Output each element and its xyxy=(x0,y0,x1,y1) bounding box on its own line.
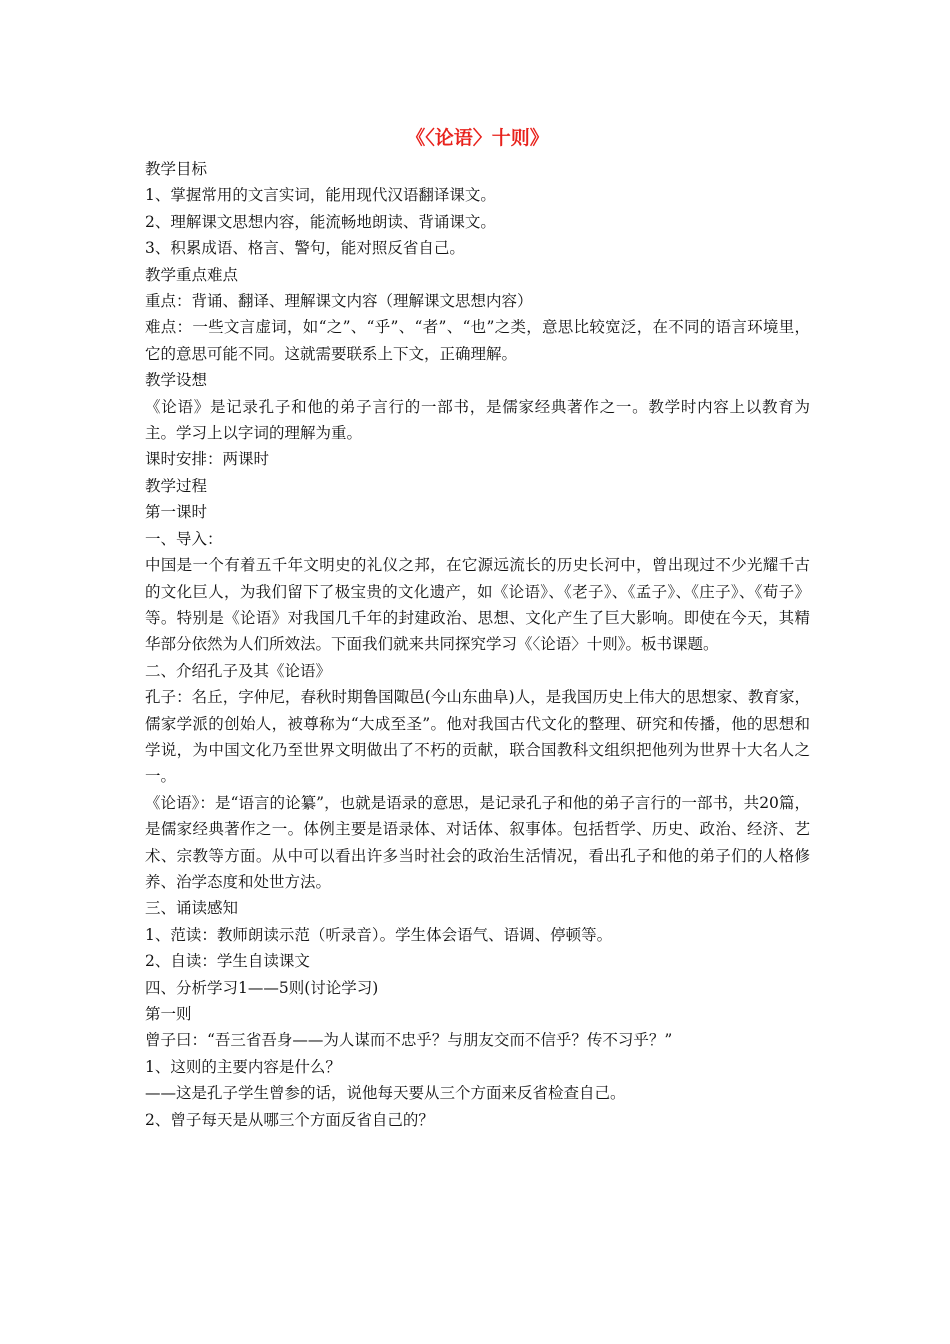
difficulties-paragraph: 难点：一些文言虚词，如“之”、“乎”、“者”、“也”之类，意思比较宽泛，在不同的语言环境里，它的意思可能不同。这就需要联系上下文，正确理解。 xyxy=(145,318,810,363)
introduction-paragraph: 中国是一个有着五千年文明史的礼仪之邦，在它源远流长的历史长河中，曾出现过不少光耀千古的文化巨人，为我们留下了极宝贵的文化遗产，如《论语》、《老子》、《孟子》、《庄子》、《荀子》等。特别是《论语》对我国几千年的封建政治、思想、文化产生了巨大影响。即使在今天，其精华部分依然为人们所效法。下面我们就来共同探究学习《〈论语〉十则》。板书课题。 xyxy=(145,556,810,654)
heading-first-lesson: 第一课时 xyxy=(145,503,208,522)
section-reading: 三、诵读感知 xyxy=(145,899,239,918)
zengzi-quote: 曾子曰：“吾三省吾身——为人谋而不忠乎？与朋友交而不信乎？传不习乎？” xyxy=(145,1031,673,1050)
class-hours-line: 课时安排：两课时 xyxy=(145,450,270,469)
heading-teaching-process: 教学过程 xyxy=(145,476,208,495)
confucius-paragraph: 孔子：名丘，字仲尼，春秋时期鲁国陬邑(今山东曲阜)人，是我国历史上伟大的思想家、教育家，儒家学派的创始人，被尊称为“大成至圣”。他对我国古代文化的整理、研究和传播，他的思想和学说，为中国文化乃至世界文明做出了不朽的贡献，联合国教科文组织把他列为世界十大名人之一。 xyxy=(145,688,810,786)
analects-paragraph: 《论语》：是“语言的论纂”，也就是语录的意思，是记录孔子和他的弟子言行的一部书，共20篇，是儒家经典著作之一。体例主要是语录体、对话体、叙事体。包括哲学、历史、政治、经济、艺术、宗教等方面。从中可以看出许多当时社会的政治生活情况，看出孔子和他的弟子们的人格修养、治学态度和处世方法。 xyxy=(145,793,810,891)
reading-item-2: 2、自读：学生自读课文 xyxy=(145,952,310,971)
answer-1: ——这是孔子学生曾参的话，说他每天要从三个方面来反省检查自己。 xyxy=(145,1084,626,1103)
question-2: 2、曾子每天是从哪三个方面反省自己的？ xyxy=(145,1110,434,1129)
goal-item-2: 2、理解课文思想内容，能流畅地朗读、背诵课文。 xyxy=(145,212,496,231)
heading-key-difficulties: 教学重点难点 xyxy=(145,265,239,284)
reading-item-1: 1、范读：教师朗读示范（听录音）。学生体会语气、语调、停顿等。 xyxy=(145,925,613,944)
question-1: 1、这则的主要内容是什么？ xyxy=(145,1057,341,1076)
section-analysis: 四、分析学习1——5则(讨论学习) xyxy=(145,978,379,997)
section-introduction: 一、导入： xyxy=(145,529,223,548)
heading-first-rule: 第一则 xyxy=(145,1005,192,1023)
document-page xyxy=(145,126,810,1133)
goal-item-1: 1、掌握常用的文言实词，能用现代汉语翻译课文。 xyxy=(145,186,496,205)
document-title: 《〈论语〉十则》 xyxy=(406,127,549,149)
section-confucius: 二、介绍孔子及其《论语》 xyxy=(145,661,332,680)
key-points-line: 重点：背诵、翻译、理解课文内容（理解课文思想内容） xyxy=(145,292,533,311)
teaching-ideas-paragraph: 《论语》是记录孔子和他的弟子言行的一部书，是儒家经典著作之一。教学时内容上以教育为主。学习上以字词的理解为重。 xyxy=(145,397,810,443)
goal-item-3: 3、积累成语、格言、警句，能对照反省自己。 xyxy=(145,239,465,258)
heading-teaching-ideas: 教学设想 xyxy=(145,371,208,390)
heading-teaching-goals: 教学目标 xyxy=(145,160,208,178)
